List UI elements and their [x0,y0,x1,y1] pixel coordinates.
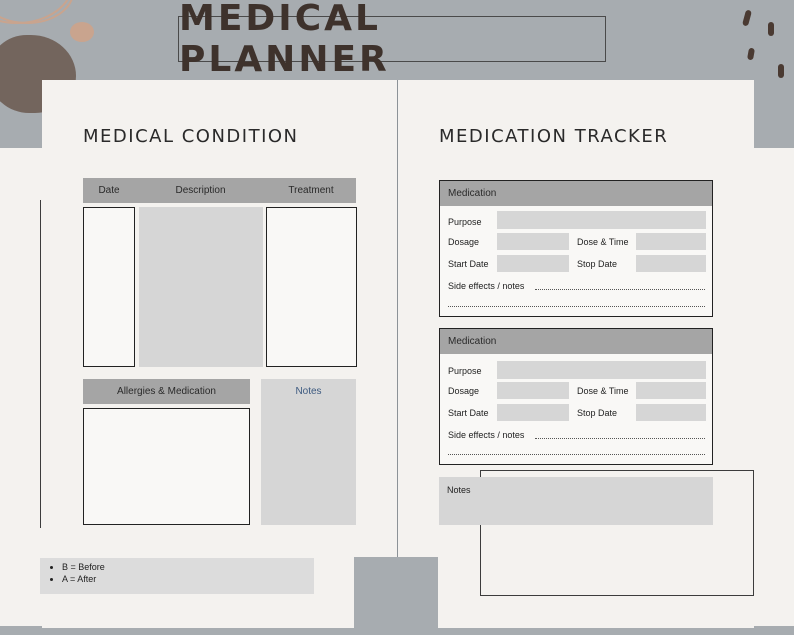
allergies-header [83,379,250,404]
side-effects-line[interactable] [535,289,705,290]
stop-date-field[interactable] [636,255,706,272]
purpose-label: Purpose [448,217,482,227]
back-sheet-edge [40,200,41,528]
stop-date-label: Stop Date [577,408,618,418]
side-effects-line[interactable] [535,438,705,439]
medication-label: Medication [448,336,497,347]
treatment-field[interactable] [266,207,357,367]
legend-item: • A = After [62,573,314,585]
title-box [178,0,606,80]
tracker-notes-box[interactable] [439,477,713,525]
dose-time-label: Dose & Time [577,386,629,396]
legend-box [40,558,314,594]
decor-dash [747,48,755,61]
side-effects-label: Side effects / notes [448,430,525,440]
start-date-label: Start Date [448,408,489,418]
stop-date-label: Stop Date [577,259,618,269]
purpose-field[interactable] [497,361,706,379]
spine-block [354,557,438,628]
dose-time-field[interactable] [636,382,706,399]
start-date-label: Start Date [448,259,489,269]
start-date-field[interactable] [497,404,569,421]
description-field[interactable] [139,207,263,367]
decor-arc [0,0,74,24]
legend-list [40,561,314,585]
medication-tracker-heading: MEDICATION TRACKER [439,126,669,147]
dose-time-field[interactable] [636,233,706,250]
medication-card [439,180,713,317]
allergies-label: Allergies & Medication [117,386,216,397]
side-effects-line[interactable] [448,306,705,307]
page-divider [397,80,398,558]
dosage-label: Dosage [448,386,480,396]
purpose-field[interactable] [497,211,706,229]
notes-label: Notes [295,386,322,397]
allergies-field[interactable] [83,408,250,525]
condition-table-header [83,178,356,203]
decor-dash [768,22,774,36]
decor-dot [70,22,94,42]
decor-dash [778,64,784,78]
date-field[interactable] [83,207,135,367]
side-effects-line[interactable] [448,454,705,455]
stop-date-field[interactable] [636,404,706,421]
column-treatment: Treatment [288,185,334,196]
medication-header [440,329,712,354]
notes-box[interactable] [261,379,356,525]
side-effects-label: Side effects / notes [448,281,525,291]
dosage-field[interactable] [497,382,569,399]
purpose-label: Purpose [448,366,482,376]
medical-condition-heading: MEDICAL CONDITION [83,126,299,147]
medication-header [440,181,712,206]
page-title: MEDICAL PLANNER [179,0,390,80]
dose-time-label: Dose & Time [577,237,629,247]
tracker-notes-label: Notes [447,485,471,495]
legend-item: • B = Before [62,561,314,573]
start-date-field[interactable] [497,255,569,272]
column-date: Date [98,185,120,196]
dosage-field[interactable] [497,233,569,250]
medication-card [439,328,713,465]
decor-dash [742,9,752,26]
dosage-label: Dosage [448,237,480,247]
column-description: Description [175,185,226,196]
medication-label: Medication [448,188,497,199]
